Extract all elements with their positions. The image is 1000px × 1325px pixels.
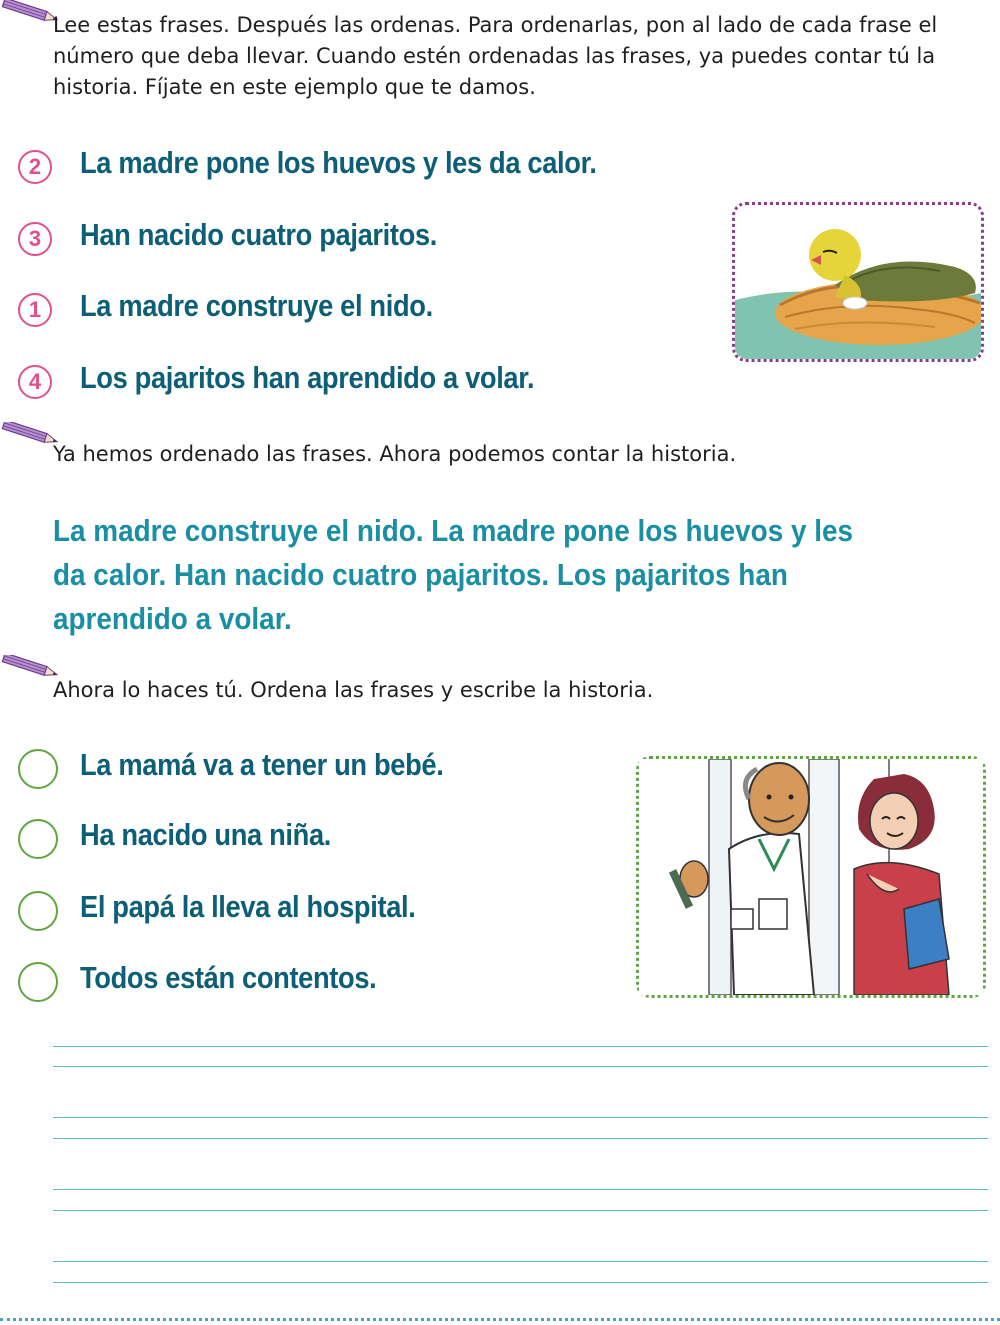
- order-number-circle: 2: [18, 150, 52, 184]
- hospital-illustration-frame: [636, 756, 986, 998]
- writing-line-guide: [53, 1210, 988, 1211]
- order-answer-circle[interactable]: [18, 962, 58, 1002]
- order-number-circle: 4: [18, 365, 52, 399]
- order-answer-circle[interactable]: [18, 749, 58, 789]
- page-bottom-divider: [0, 1318, 1000, 1321]
- order-answer-circle[interactable]: [18, 891, 58, 931]
- order-answer-circle[interactable]: [18, 819, 58, 859]
- example-sentence: La madre construye el nido.: [80, 288, 433, 323]
- writing-line[interactable]: [53, 1046, 988, 1047]
- writing-line-guide: [53, 1282, 988, 1283]
- writing-line-guide: [53, 1138, 988, 1139]
- writing-line[interactable]: [53, 1261, 988, 1262]
- instruction-text: Ahora lo haces tú. Ordena las frases y escribe la historia.: [53, 678, 654, 702]
- exercise-sentence: Todos están contentos.: [80, 960, 377, 995]
- writing-line[interactable]: [53, 1189, 988, 1190]
- instruction-text: Ya hemos ordenado las frases. Ahora podemos contar la historia.: [53, 442, 737, 466]
- example-sentence: Han nacido cuatro pajaritos.: [80, 217, 437, 252]
- exercise-sentence: El papá la lleva al hospital.: [80, 889, 416, 924]
- exercise-sentence: Ha nacido una niña.: [80, 817, 332, 852]
- order-number-circle: 1: [18, 293, 52, 327]
- writing-line-guide: [53, 1066, 988, 1067]
- bird-in-nest-illustration: [735, 205, 981, 359]
- hospital-family-illustration: [639, 759, 983, 995]
- bird-illustration-frame: [732, 202, 984, 362]
- example-sentence: Los pajaritos han aprendido a volar.: [80, 360, 535, 395]
- writing-line[interactable]: [53, 1117, 988, 1118]
- example-story: La madre construye el nido. La madre pone los huevos y les da calor. Han nacido cuatro pajaritos. Los pajaritos han aprendido a volar.: [53, 513, 854, 636]
- exercise-sentence: La mamá va a tener un bebé.: [80, 747, 444, 782]
- order-number-circle: 3: [18, 222, 52, 256]
- instruction-text: Lee estas frases. Después las ordenas. Para ordenarlas, pon al lado de cada frase el número que deba llevar. Cuando estén ordenadas las frases, ya puedes contar tú la historia. Fíjate en este ejemplo que te damos.: [53, 13, 938, 99]
- example-sentence: La madre pone los huevos y les da calor.: [80, 145, 597, 180]
